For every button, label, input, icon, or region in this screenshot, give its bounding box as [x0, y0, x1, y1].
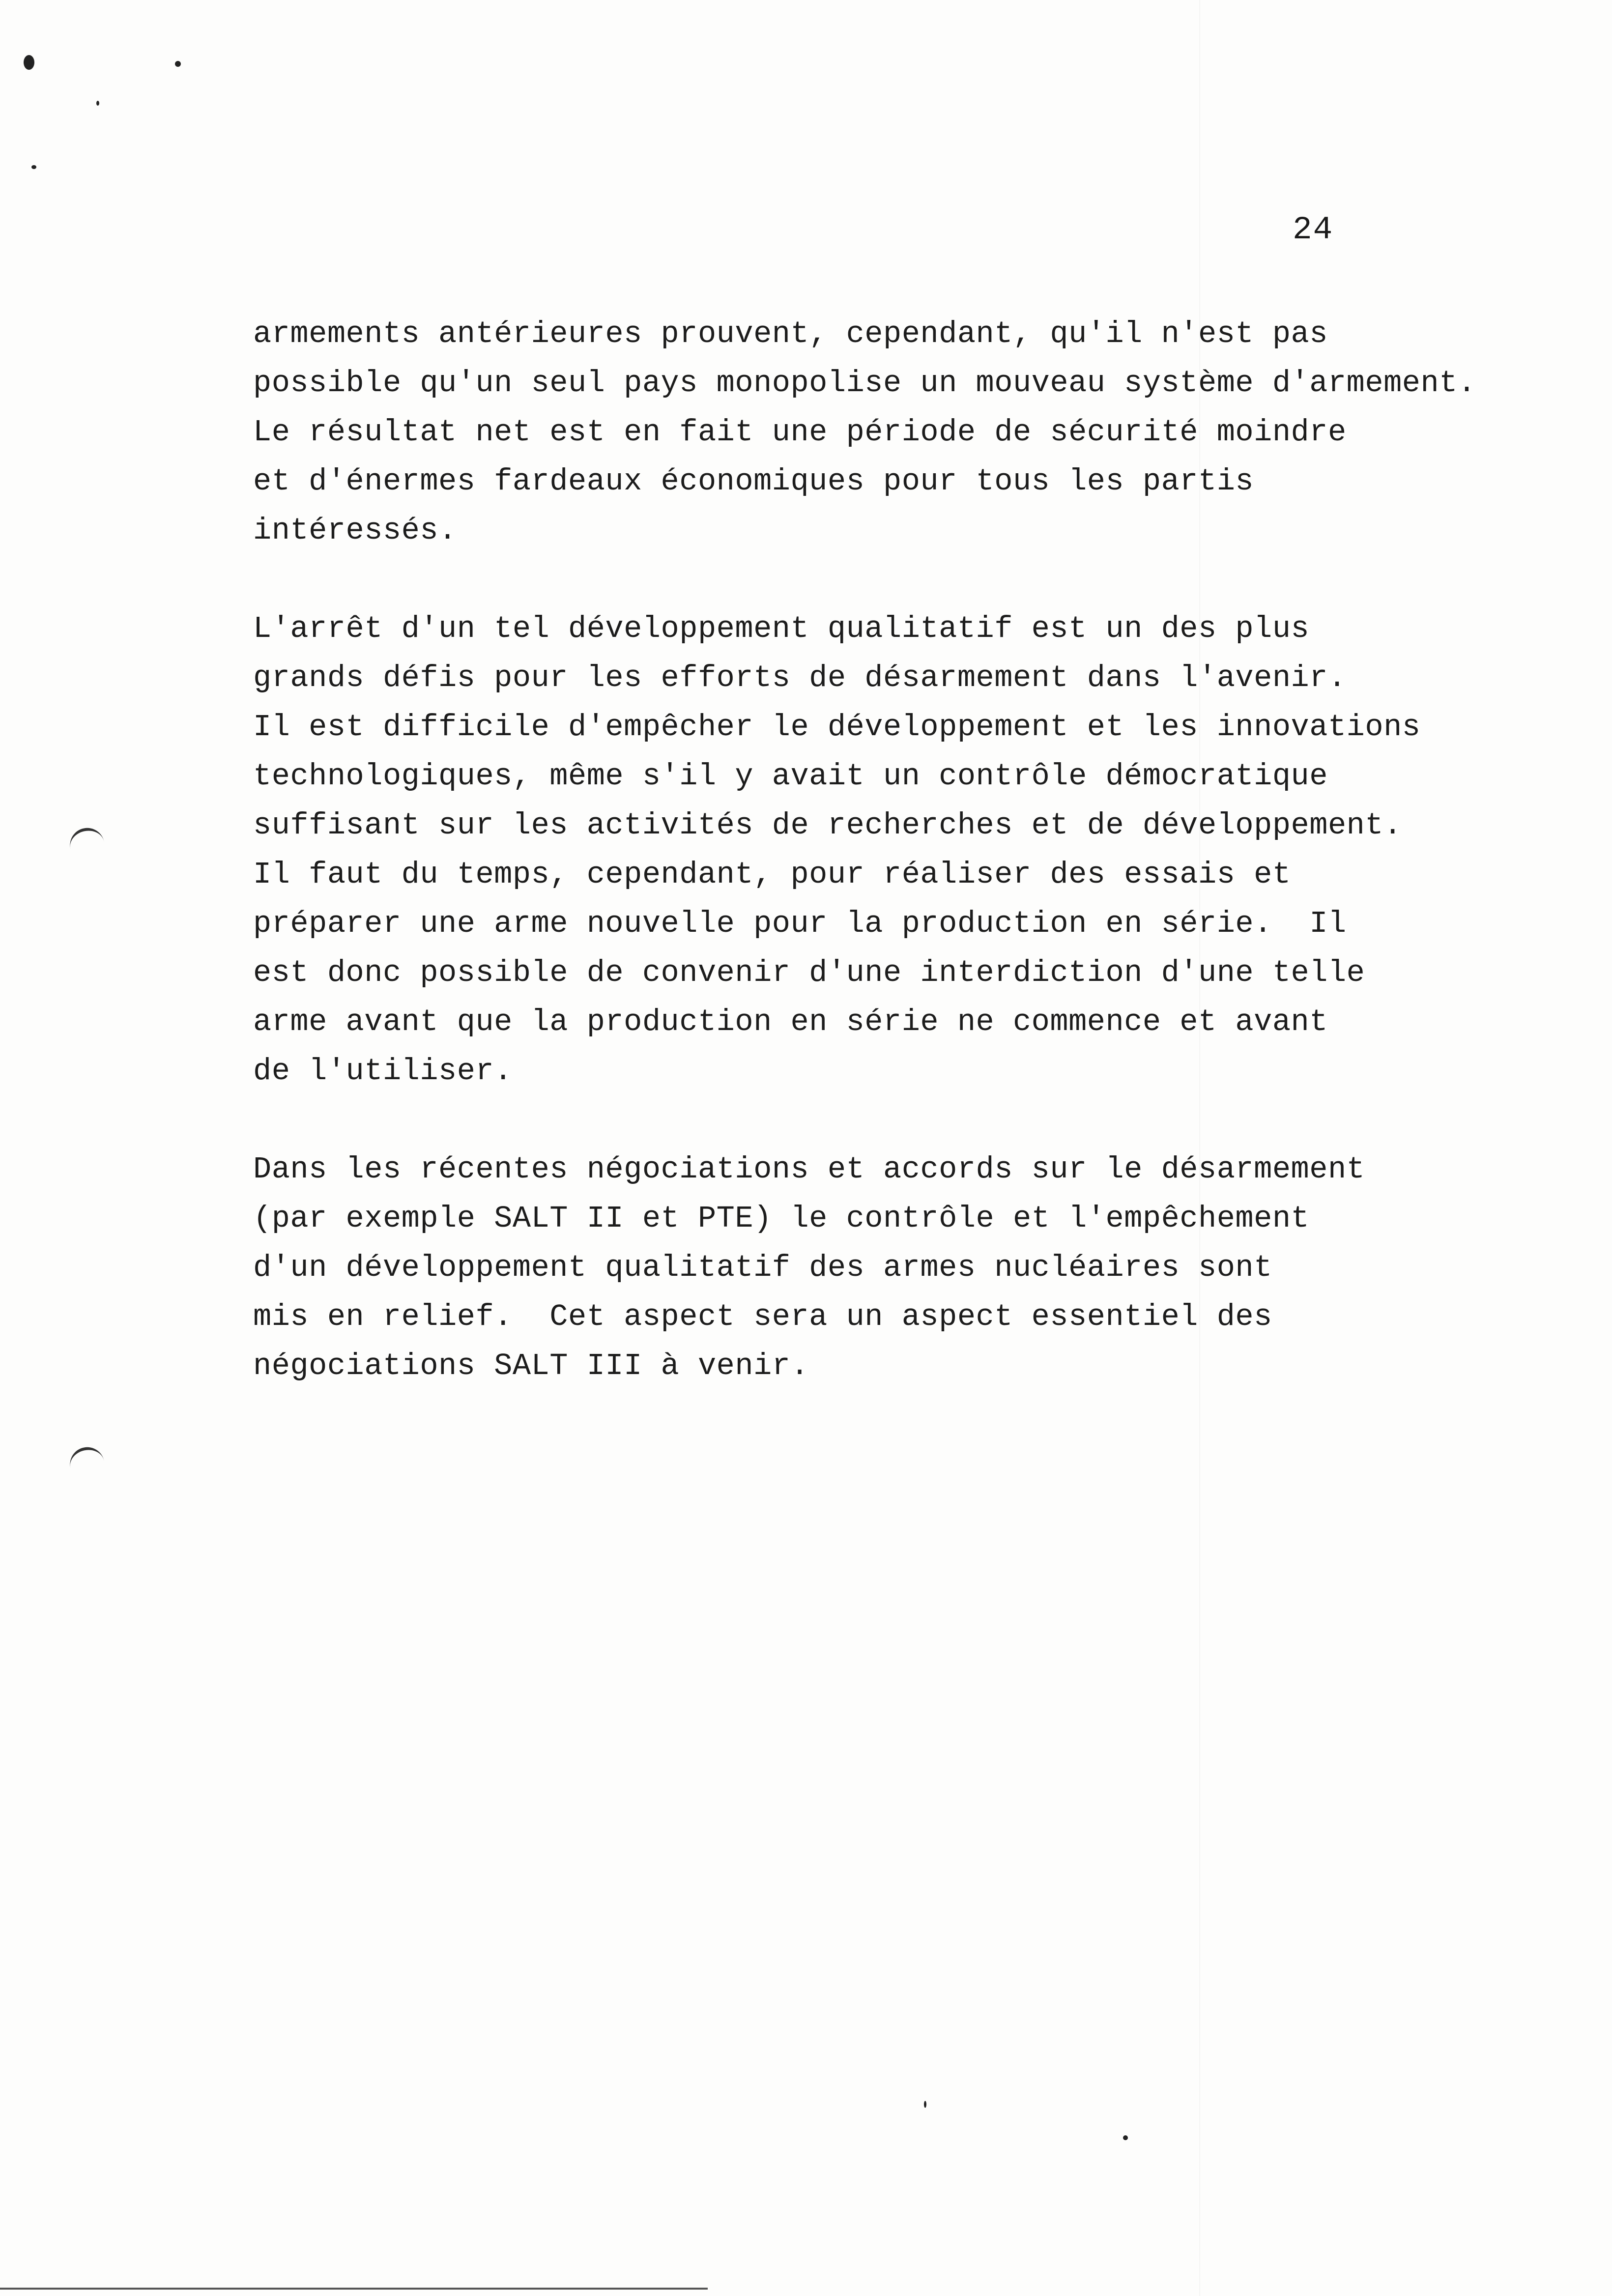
punch-hole-mark: [67, 825, 105, 854]
text-line: technologiques, même s'il y avait un contrôle démocratique: [253, 759, 1328, 794]
text-line: Dans les récentes négociations et accords sur le désarmement: [253, 1152, 1365, 1187]
text-line: grands défis pour les efforts de désarmement dans l'avenir.: [253, 660, 1347, 695]
scan-speck: [96, 101, 99, 106]
punch-hole-mark: [67, 1444, 105, 1473]
text-line: négociations SALT III à venir.: [253, 1349, 809, 1383]
text-line: intéressés.: [253, 513, 457, 548]
text-line: arme avant que la production en série ne commence et avant: [253, 1004, 1328, 1039]
text-line: Il faut du temps, cependant, pour réaliser des essais et: [253, 857, 1291, 892]
page-number: 24: [1293, 211, 1334, 248]
paragraph-1: [253, 310, 1590, 555]
scan-speck: [175, 61, 181, 67]
body-text: [253, 310, 1590, 1440]
text-line: de l'utiliser.: [253, 1054, 513, 1089]
text-line: est donc possible de convenir d'une interdiction d'une telle: [253, 955, 1365, 990]
paragraph-3: [253, 1145, 1590, 1391]
scan-speck: [24, 55, 34, 70]
text-line: mis en relief. Cet aspect sera un aspect essentiel des: [253, 1299, 1272, 1334]
text-line: suffisant sur les activités de recherches et de développement.: [253, 808, 1402, 843]
text-line: L'arrêt d'un tel développement qualitatif est un des plus: [253, 611, 1310, 646]
text-line: armements antérieures prouvent, cependant, qu'il n'est pas: [253, 316, 1328, 351]
scan-speck: [1123, 2135, 1128, 2140]
bottom-edge-rule: [0, 2288, 708, 2290]
scan-speck: [31, 165, 36, 169]
text-line: d'un développement qualitatif des armes nucléaires sont: [253, 1250, 1272, 1285]
scan-speck: [924, 2101, 926, 2108]
text-line: Le résultat net est en fait une période de sécurité moindre: [253, 415, 1347, 450]
text-line: possible qu'un seul pays monopolise un mouveau système d'armement.: [253, 366, 1476, 401]
paragraph-2: [253, 604, 1590, 1096]
text-line: et d'énermes fardeaux économiques pour tous les partis: [253, 464, 1254, 499]
text-line: Il est difficile d'empêcher le développement et les innovations: [253, 710, 1421, 745]
text-line: préparer une arme nouvelle pour la production en série. Il: [253, 906, 1347, 941]
text-line: (par exemple SALT II et PTE) le contrôle et l'empêchement: [253, 1201, 1310, 1236]
